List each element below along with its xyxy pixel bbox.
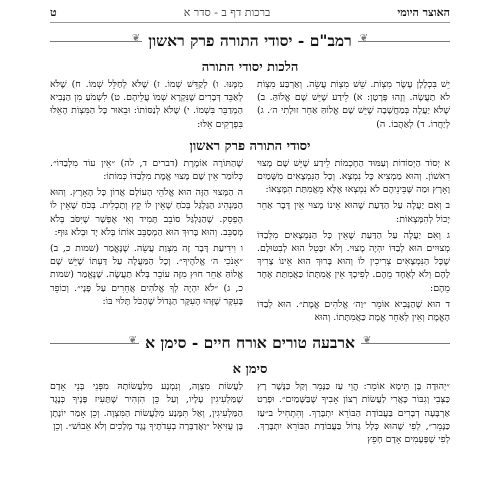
halacha-paragraph: ד הוּא שֶׁהַנָּבִיא אוֹמֵר ״וַה׳ אֱלֹהִים אֱמֶת״. הוּא לְבַדּוֹ הָאֱמֶת וְאֵין לְאַחֵר אֱמֶת כַּאֲמִתָּתוֹ. וְהוּא [257, 298, 450, 324]
intro-columns [50, 78, 450, 134]
intro-left-column [50, 78, 243, 134]
intro-left-text: מִמֶּנּוּ. ו) לְקַדֵּשׁ שְׁמוֹ. ז) שֶׁלֹּא לְחַלֵּל שְׁמוֹ. ח) שֶׁלֹּא לְאַבֵּד דְּבָרִים שֶׁנִּקְרָא שְׁמוֹ עֲלֵיהֶם. ט) לִשְׁמֹעַ מִן הַנָּבִיא הַמְדַבֵּר בִּשְׁמוֹ. י) שֶׁלֹּא לְנַסּוֹתוֹ: וּבֵאוּר כָּל הַמִּצְוֹת הָאֵלּוּ בִּפְרָקִים אֵלּוּ: [50, 79, 243, 130]
halacha-paragraph: ג וְאִם יַעֲלֶה עַל הַדַּעַת שֶׁאֵין כָּל הַנִּמְצָאִים מִלְּבַדּוֹ מְצוּיִים הוּא לְבַדּוֹ יִהְיֶה מָצוּי. וְלֹא יִבָּטֵל הוּא לְבִטּוּלָם. שֶׁכָּל הַנִּמְצָאִים צְרִיכִין לוֹ וְהוּא בָּרוּךְ הוּא אֵינוֹ צָרִיךְ לָהֶם וְלֹא לְאֶחָד מֵהֶם. לְפִיכָךְ אֵין אֲמִתָּתוֹ כַּאֲמִתַּת אֶחָד מֵהֶם: [257, 229, 450, 294]
halacha-paragraph: ו וִידִיעַת דָּבָר זֶה מִצְוַת עֲשֵׂה. שֶׁנֶּאֱמַר (שמות כ, ב) ״אָנֹכִי ה׳ אֱלֹהֶיךָ״. וְכָל הַמַּעֲלֶה עַל דַּעְתּוֹ שֶׁיֵּשׁ שָׁם אֱלוֹהַּ אַחֵר חוּץ מִזֶּה עוֹבֵר בְּלֹא תַעֲשֶׂה. שֶׁנֶּאֱמַר (שמות כ, ג) ״לֹא יִהְיֶה לְךָ אֱלֹהִים אֲחֵרִים עַל פָּנָי״. וְכוֹפֵר בָּעִקָּר שֶׁזֶּהוּ הָעִקָּר הַגָּדוֹל שֶׁהַכֹּל תָּלוּי בּוֹ: [50, 243, 243, 307]
siman-subtitle: סימן א [232, 362, 268, 378]
page-letter: ט [50, 6, 57, 19]
chapter-columns [50, 157, 450, 327]
chapter-right-column [257, 157, 450, 327]
running-head [50, 6, 450, 23]
tur-title [50, 331, 450, 355]
flourish-ornament [50, 338, 139, 348]
tur-left-column [50, 380, 243, 449]
tur-title-text: ארבעה טורים אורח חיים - סימן א [145, 333, 355, 353]
halacha-paragraph: א יְסוֹד הַיְסוֹדוֹת וְעַמּוּד הַחָכְמוֹת לֵידַע שֶׁיֵּשׁ שָׁם מָצוּי רִאשׁוֹן. וְהוּא מַמְצִיא כָּל נִמְצָא. וְכָל הַנִּמְצָאִים מִשָּׁמַיִם וָאָרֶץ וּמַה שֶּׁבֵּינֵיהֶם לֹא נִמְצְאוּ אֶלָּא מֵאֲמִתַּת הִמָּצְאוֹ: [257, 157, 450, 196]
rambam-title [50, 29, 450, 53]
tur-right-column [257, 380, 450, 449]
chapter-left-column [50, 157, 243, 327]
intro-right-column [257, 78, 450, 134]
flourish-ornament [50, 36, 142, 46]
intro-right-text: יֵשׁ בִּכְלָלָן עֶשֶׂר מִצְוֹת. שֵׁשׁ מִצְוֹת עֲשֵׂה. וְאַרְבַּע מִצְוֹת לֹא תַעֲשֶׂה. וְזֶהוּ פְּרָטָן: א) לֵידַע שֶׁיֵּשׁ שָׁם אֱלוֹהַּ. ב) שֶׁלֹּא יַעֲלֶה בְּמַחֲשָׁבָה שֶׁיֵּשׁ שָׁם אֱלוֹהַּ אַחֵר זוּלָתִי ה׳. ג) לְיַחֲדוֹ. ד) לְאַהֲבוֹ. ה) [257, 79, 450, 130]
rambam-title-text: רמב"ם - יסודי התורה פרק ראשון [148, 31, 352, 50]
halacha-paragraph: ה הַמָּצוּי הַזֶּה הוּא אֱלֹהֵי הָעוֹלָם אֲדוֹן כָּל הָאָרֶץ. וְהוּא הַמַּנְהִיג הַגַּלְגַּל בְּכֹחַ שֶׁאֵין לוֹ קֵץ וְתַכְלִית. בְּכֹחַ שֶׁאֵין לוֹ הֶפְסֵק. שֶׁהַגַּלְגַּל סוֹבֵב תָּמִיד וְאִי אֶפְשָׁר שֶׁיִּסֹּב בְּלֹא מְסַבֵּב. וְהוּא בָּרוּךְ הוּא הַמְסַבֵּב אוֹתוֹ בְּלֹא יָד וּבְלֹא גּוּף: [50, 187, 243, 238]
book-title: האוצר היומי [397, 6, 450, 19]
hilchot-subtitle: הלכות יסודי התורה [201, 60, 299, 75]
running-head-center: ברכות דף ב - סדר א [183, 6, 271, 19]
flourish-ornament [358, 36, 450, 46]
tur-columns [50, 380, 450, 449]
halacha-paragraph: ב וְאִם יַעֲלֶה עַל הַדַּעַת שֶׁהוּא אֵינוֹ מָצוּי אֵין דָּבָר אַחֵר יָכוֹל לְהִמָּצְאוֹת: [257, 200, 450, 225]
flourish-ornament [361, 338, 450, 348]
halacha-paragraph: שֶׁהַתּוֹרָה אוֹמֶרֶת (דברים ד, לה) ״אֵין עוֹד מִלְּבַדּוֹ״. כְּלוֹמַר אֵין שָׁם מָצוּי אֱמֶת מִלְּבַדּוֹ כְּמוֹתוֹ: [50, 157, 243, 183]
tur-left-text: לַעֲשׂוֹת מִצְוָה, וְנִמְנָע מִלַּעֲשׂוֹתָהּ מִפְּנֵי בְּנֵי אָדָם שֶׁמַּלְעִיגִין עָלָיו, וְעַל כֵּן הִזְהִיר שֶׁתָּעִיז פָּנֶיךָ כְּנֶגֶד הַמַּלְעִיגִין, וְאַל תִּמָּנַע מִלַּעֲשׂוֹת הַמִּצְוָה. וְכֵן אָמַר יוֹנָתָן בֶּן עֻזִּיאֵל ״וַאֲדַבְּרָה בְעֵדֹתֶיךָ נֶגֶד מְלָכִים וְלֹא אֵבוֹשׁ״. וְכֵן [50, 381, 243, 432]
chapter-subtitle: יסודי התורה פרק ראשון [189, 138, 311, 154]
tur-right-text: ״יְהוּדָה בֶּן תֵּימָא אוֹמֵר: הֱוֵי עַז כַּנָּמֵר וְקַל כַּנֶּשֶׁר רָץ כַּצְּבִי וְגִבּוֹר כָּאֲרִי לַעֲשׂוֹת רְצוֹן אָבִיךָ שֶׁבַּשָּׁמַיִם״. וּפָרַט אַרְבָּעָה דְבָרִים בַּעֲבוֹדַת הַבּוֹרֵא יִתְבָּרַךְ. וְהִתְחִיל ב״עַז כַּנָּמֵר״, לְפִי שֶׁהוּא כְּלָל גָּדוֹל בַּעֲבוֹדַת הַבּוֹרֵא יִתְבָּרַךְ. לְפִי שֶׁפְּעָמִים אָדָם חָפֵץ [257, 381, 450, 446]
